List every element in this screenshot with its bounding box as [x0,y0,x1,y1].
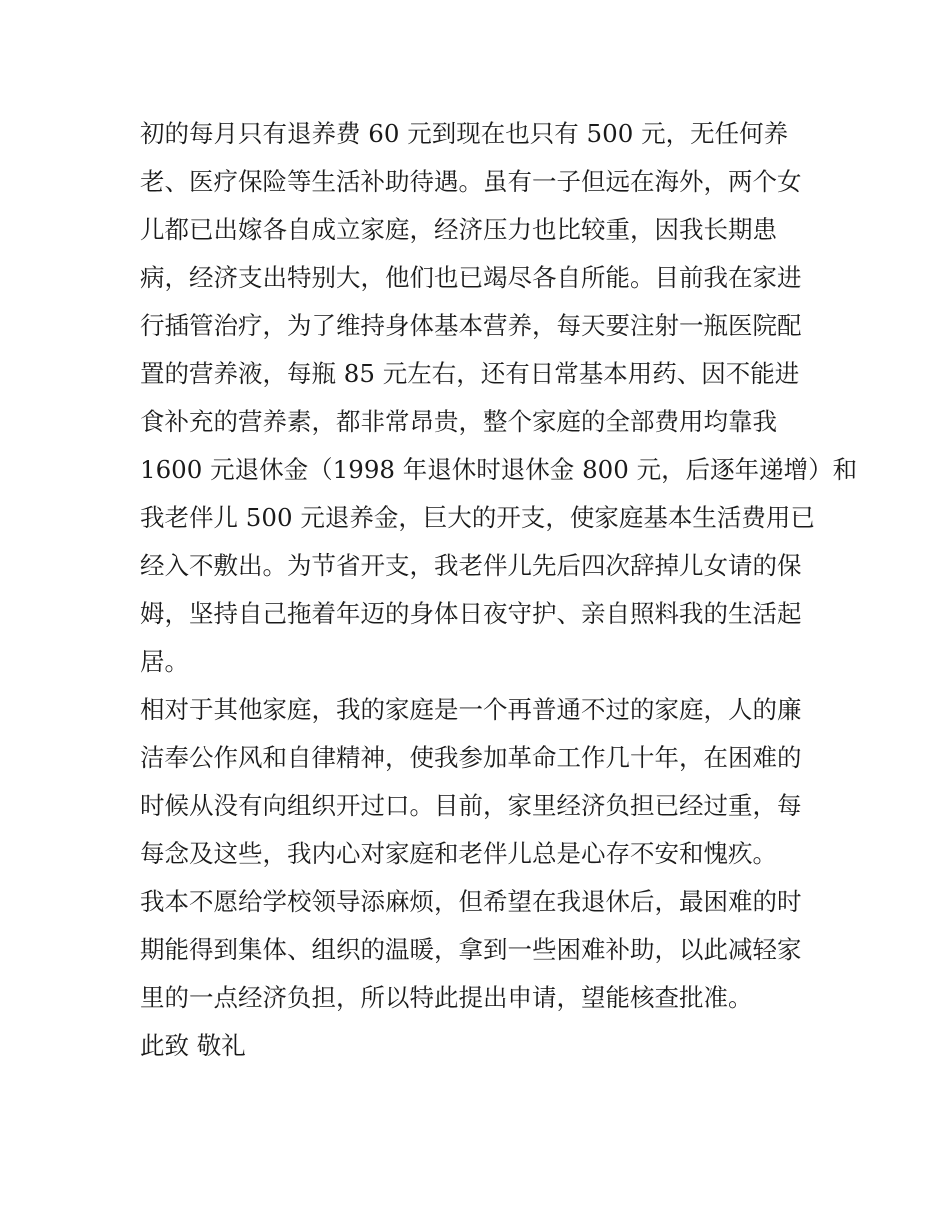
closing-salutation: 此致 敬礼 [140,1031,246,1060]
text-line: 病，经济支出特别大，他们也已竭尽各自所能。目前我在家进 [140,263,802,292]
text-line: 初的每月只有退养费 60 元到现在也只有 500 元，无任何养 [140,119,789,148]
text-line: 居。 [140,647,189,676]
text-line: 1600 元退休金（1998 年退休时退休金 800 元，后逐年递增）和 [140,455,858,484]
text-line: 期能得到集体、组织的温暖，拿到一些困难补助，以此减轻家 [140,935,802,964]
text-line: 行插管治疗，为了维持身体基本营养，每天要注射一瓶医院配 [140,311,802,340]
text-line: 儿都已出嫁各自成立家庭，经济压力也比较重，因我长期患 [140,215,777,244]
text-line: 时候从没有向组织开过口。目前，家里经济负担已经过重，每 [140,791,802,820]
text-line: 经入不敷出。为节省开支，我老伴儿先后四次辞掉儿女请的保 [140,551,802,580]
text-line: 每念及这些，我内心对家庭和老伴儿总是心存不安和愧疚。 [140,839,777,868]
text-line: 食补充的营养素，都非常昂贵，整个家庭的全部费用均靠我 [140,407,777,436]
text-line: 我老伴儿 500 元退养金，巨大的开支，使家庭基本生活费用已 [140,503,815,532]
text-line: 里的一点经济负担，所以特此提出申请，望能核查批准。 [140,983,753,1012]
text-line: 老、医疗保险等生活补助待遇。虽有一子但远在海外，两个女 [140,167,802,196]
text-line: 置的营养液，每瓶 85 元左右，还有日常基本用药、因不能进 [140,359,800,388]
text-line: 相对于其他家庭，我的家庭是一个再普通不过的家庭，人的廉 [140,695,802,724]
text-line: 姆，坚持自己拖着年迈的身体日夜守护、亲自照料我的生活起 [140,599,802,628]
text-line: 洁奉公作风和自律精神，使我参加革命工作几十年，在困难的 [140,743,802,772]
text-line: 我本不愿给学校领导添麻烦，但希望在我退休后，最困难的时 [140,887,802,916]
letter-body [140,110,858,1070]
